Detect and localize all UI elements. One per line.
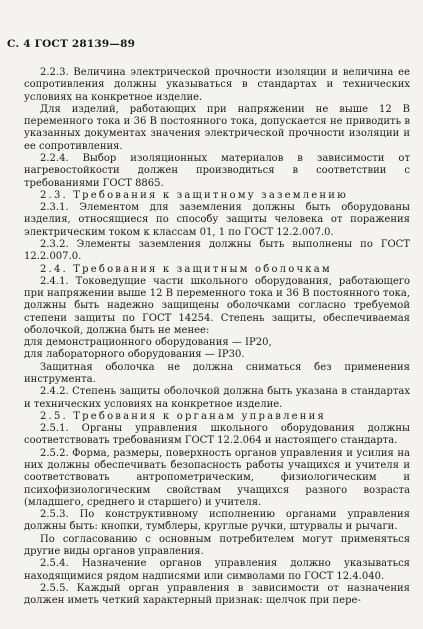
paragraph: 2.5.4. Назначение органов управления должно указываться находящимися рядом надписями или символами по ГОСТ 12.4.040.	[24, 558, 410, 582]
paragraph: 2.4.1. Токоведущие части школьного оборудования, работающего при напряжении выше 12 В переменного тока и 36 В постоянного тока, должны быть надежно защищены оболочками согласно требуемой степени защиты по ГОСТ 14254. Степень защиты, обеспечиваемая оболочкой, должна быть не менее:	[24, 275, 410, 336]
paragraph: 2.5.5. Каждый орган управления в зависимости от назначения должен иметь четкий характерный признак: щелчок при пере-	[24, 582, 410, 607]
section-heading: 2.4. Требования к защитным оболочкам	[40, 263, 332, 275]
list-line: для демонстрационного оборудования — IP20,	[24, 337, 272, 349]
list-line: для лабораторного оборудования — IP30.	[24, 349, 245, 361]
paragraph: 2.4.2. Степень защиты оболочкой должна быть указана в стандартах и технических условиях на конкретное изделие.	[24, 386, 410, 410]
paragraph: 2.5.1. Органы управления школьного оборудования должны соответствовать требованиям ГОСТ 12.2.064 и настоящего стандарта.	[24, 423, 410, 447]
paragraph: 2.5.3. По конструктивному исполнению органами управления должны быть: кнопки, тумблеры, круглые ручки, штурвалы и рычаги.	[24, 509, 410, 533]
paragraph: 2.2.3. Величина электрической прочности изоляции и величина ее сопротивления должны указываться в стандартах и технических условиях на конкретное изделие.	[24, 67, 410, 103]
document-body	[24, 67, 410, 607]
paragraph: 2.3.1. Элементом для заземления должны быть оборудованы изделия, относящиеся по способу защиты человека от поражения электрическим током к классам 01, 1 по ГОСТ 12.2.007.0.	[24, 202, 410, 238]
section-heading: 2.3. Требования к защитному заземлению	[40, 189, 349, 201]
paragraph: 2.2.4. Выбор изоляционных материалов в зависимости от нагревостойкости должен производиться в соответствии с требованиями ГОСТ 8865.	[24, 152, 410, 189]
section-heading: 2.5. Требования к органам управления	[40, 410, 326, 422]
paragraph: Для изделий, работающих при напряжении не выше 12 В переменного тока и 36 В постоянного тока, допускается не приводить в указанных документах значения электрической прочности изоляции и ее сопротивления.	[24, 103, 410, 152]
paragraph: 2.3.2. Элементы заземления должны быть выполнены по ГОСТ 12.2.007.0.	[24, 238, 410, 263]
paragraph: Защитная оболочка не должна сниматься без применения инструмента.	[24, 361, 410, 386]
page-header: С. 4 ГОСТ 28139—89	[7, 38, 136, 50]
paragraph: 2.5.2. Форма, размеры, поверхность органов управления и усилия на них должны обеспечивать безопасность работы учащихся и учителя и соответствовать антропометрическим, физиологическим и психофизиологическим свойствам учащихся разного возраста (младшего, среднего и старшего) и учителя.	[24, 447, 410, 508]
paragraph: По согласованию с основным потребителем могут применяться другие виды органов управления.	[24, 533, 410, 557]
